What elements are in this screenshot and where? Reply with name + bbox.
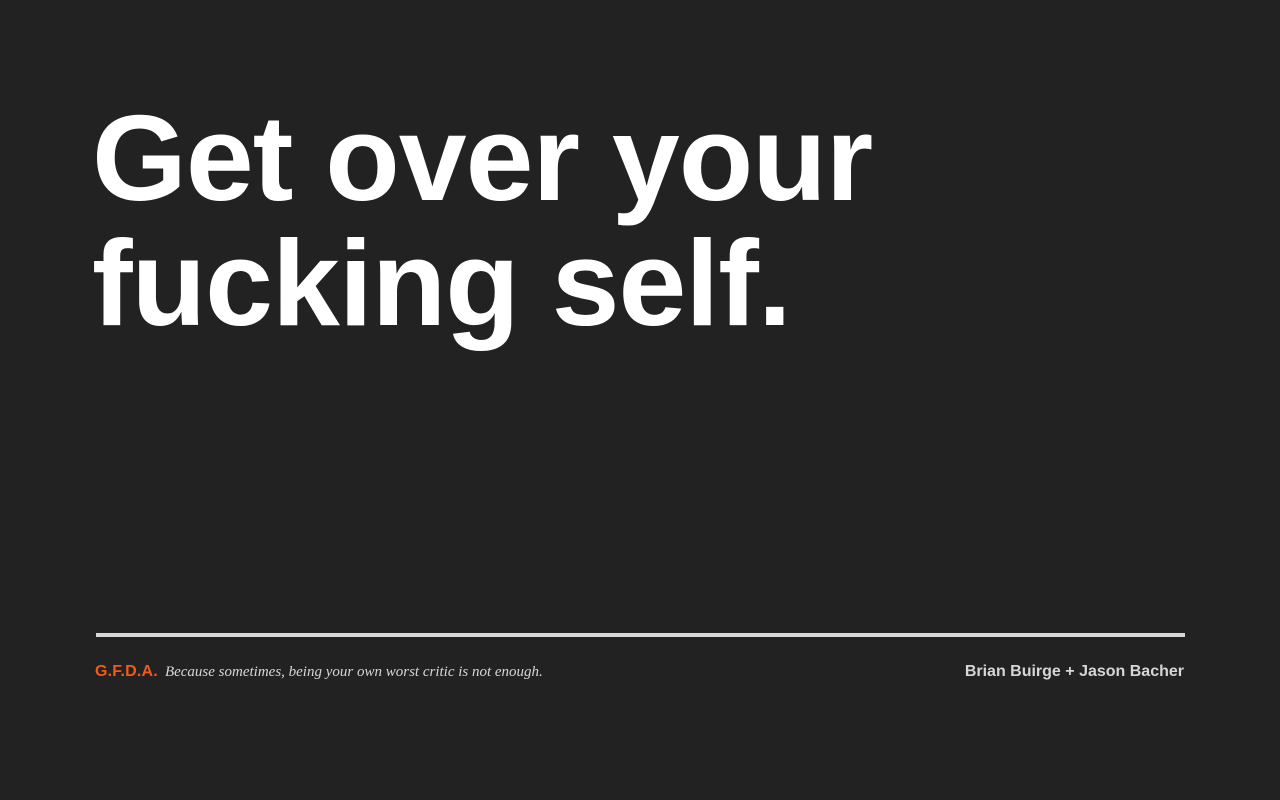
- tagline: Because sometimes, being your own worst critic is not enough.: [164, 664, 543, 680]
- footer-branding: [95, 663, 543, 685]
- headline-line-2: fucking self.: [92, 215, 791, 351]
- headline: [92, 90, 1092, 351]
- brand-logo-text[interactable]: G.F.D.A.: [95, 663, 158, 680]
- headline-line-1: Get over your: [92, 90, 873, 226]
- author-credits: Brian Buirge + Jason Bacher: [964, 663, 1184, 680]
- footer-divider: [96, 633, 1185, 637]
